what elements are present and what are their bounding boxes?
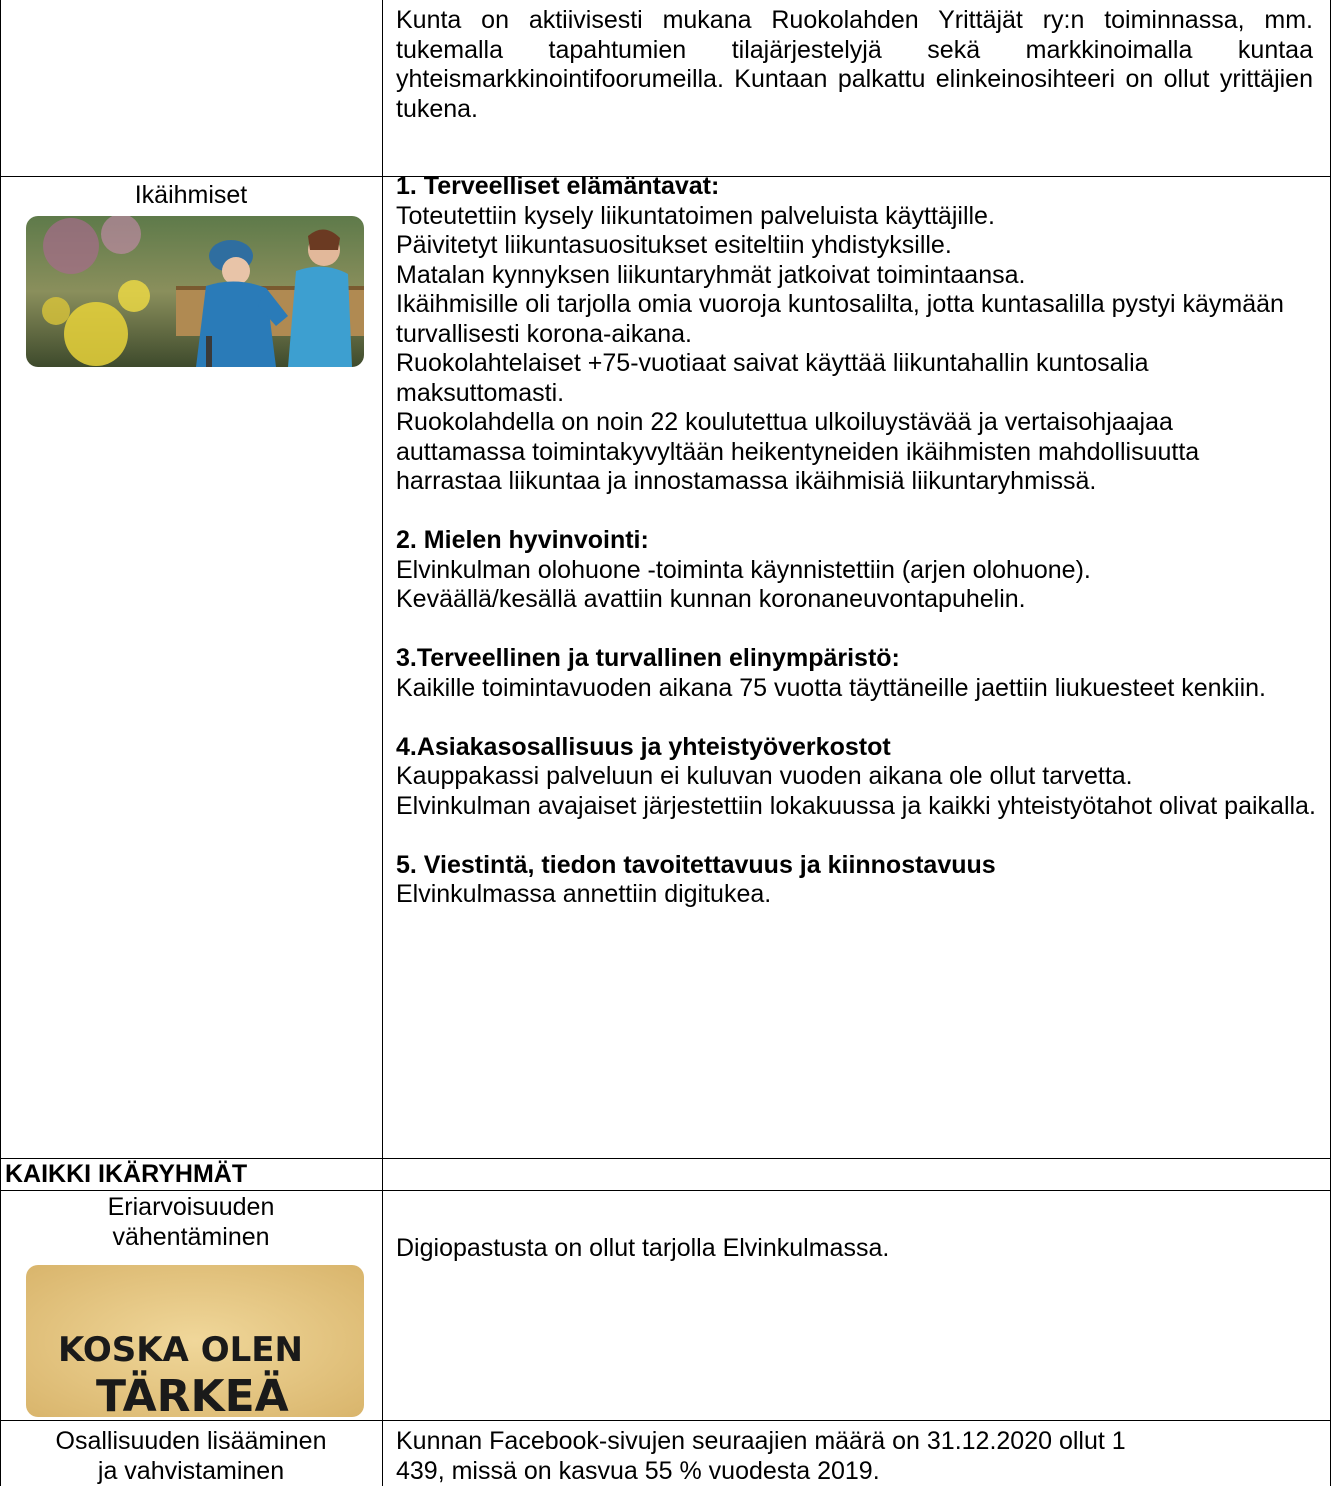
eriarvoisuus-label-line2: vähentäminen [112, 1222, 270, 1251]
yrittajat-paragraph: Kunta on aktiivisesti mukana Ruokolahden Yrittäjät ry:n toiminnassa, mm. tukemalla tapahtumien tilajärjestelyjä sekä markkinoimalla kuntaa yhteismarkkinointifoorumeilla. Kuntaan palkattu elinkeinosihteeri on ollut yrittäjien tukena. [396, 6, 1313, 123]
osallisuus-label [0, 1427, 382, 1486]
section-line: Keväällä/kesällä avattiin kunnan koronaneuvontapuhelin. [396, 585, 1026, 613]
wall-text-line2: TÄRKEÄ [96, 1371, 289, 1417]
koska-olen-tarkea-photo [26, 1265, 364, 1417]
section-line: Elvinkulman olohuone -toiminta käynnistettiin (arjen olohuone). [396, 555, 1091, 584]
table-left-border [0, 0, 1, 1486]
section-line: Kauppakassi palveluun ei kuluvan vuoden aikana ole ollut tarvetta. [396, 762, 1133, 790]
osallisuus-text [396, 1427, 1321, 1486]
osallisuus-line1: Kunnan Facebook-sivujen seuraajien määrä on 31.12.2020 ollut 1 [396, 1427, 1126, 1455]
elderly-walking-photo [26, 216, 364, 367]
section-line: Ruokolahdella on noin 22 koulutettua ulkoiluystävää ja vertaisohjaajaa auttamassa toimintakyvyltään heikentyneiden ikäihmisten mahdollisuutta harrastaa liikuntaa ja innostamassa ikäihmisiä liikuntaryhmissä. [396, 408, 1200, 495]
row-divider [0, 1190, 1331, 1191]
wall-writing-graphic [26, 1265, 364, 1417]
ikaihmiset-label: Ikäihmiset [134, 181, 248, 209]
section-heading: 4.Asiakasosallisuus ja yhteistyöverkostot [396, 732, 891, 761]
section-line: Elvinkulman avajaiset järjestettiin lokakuussa ja kaikki yhteistyötahot olivat paikalla. [396, 791, 1316, 820]
section-line: Ikäihmisille oli tarjolla omia vuoroja kuntosalilta, jotta kuntasalilla pystyi käymään turvallisesti korona-aikana. [396, 290, 1284, 348]
section-line: Elvinkulmassa annettiin digitukea. [396, 880, 772, 908]
eriarvoisuus-label [0, 1193, 382, 1252]
eriarvoisuus-label-line1: Eriarvoisuuden [107, 1193, 275, 1221]
section-heading: 2. Mielen hyvinvointi: [396, 526, 649, 554]
wall-text-line1: KOSKA OLEN [58, 1330, 303, 1370]
section-line: Kaikille toimintavuoden aikana 75 vuotta täyttäneille jaettiin liukuesteet kenkiin. [396, 673, 1266, 702]
section-heading: 3.Terveellinen ja turvallinen elinympäristö: [396, 644, 900, 672]
osallisuus-label-line1: Osallisuuden lisääminen [55, 1427, 327, 1455]
osallisuus-label-line2: ja vahvistaminen [97, 1456, 285, 1485]
section-line: Ruokolahtelaiset +75-vuotiaat saivat käyttää liikuntahallin kuntosalia maksuttomasti. [396, 349, 1149, 407]
column-divider [382, 0, 383, 1486]
section-line: Päivitetyt liikuntasuositukset esiteltiin yhdistyksille. [396, 231, 952, 259]
row-divider [0, 1158, 1331, 1159]
osallisuus-line2: 439, missä on kasvua 55 % vuodesta 2019. [396, 1456, 880, 1485]
eriarvoisuus-text: Digiopastusta on ollut tarjolla Elvinkulmassa. [396, 1234, 890, 1262]
kaikki-ikaryhmat-label: KAIKKI IKÄRYHMÄT [5, 1160, 248, 1188]
ikaihmiset-content [396, 172, 1321, 910]
section-line: Toteutettiin kysely liikuntatoimen palveluista käyttäjille. [396, 201, 995, 230]
section-heading: 1. Terveelliset elämäntavat: [396, 172, 720, 200]
table-right-border [1330, 0, 1331, 1486]
elderly-photo-graphic [26, 216, 364, 367]
yrittajat-text [396, 6, 1313, 124]
row-divider [0, 1420, 1331, 1421]
section-heading: 5. Viestintä, tiedon tavoitettavuus ja kiinnostavuus [396, 850, 996, 879]
section-line: Matalan kynnyksen liikuntaryhmät jatkoivat toimintaansa. [396, 260, 1026, 289]
